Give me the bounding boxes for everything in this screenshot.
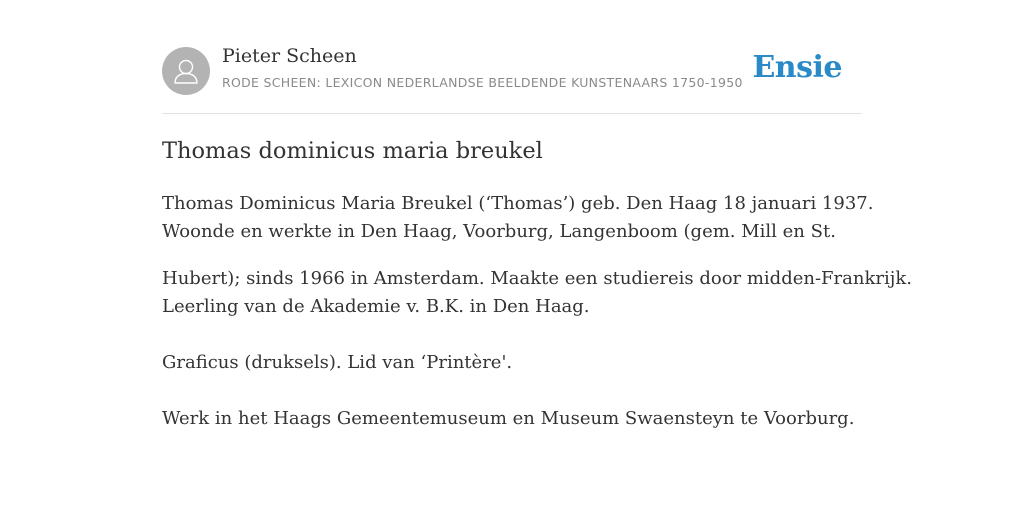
paragraph-line: Woonde en werkte in Den Haag, Voorburg, Langenboom (gem. Mill en St. <box>162 221 836 242</box>
paragraph-line: Thomas Dominicus Maria Breukel (‘Thomas’) geb. Den Haag 18 januari 1937. <box>162 193 874 214</box>
user-icon <box>162 47 210 95</box>
paragraph <box>162 190 872 246</box>
paragraph <box>162 405 872 433</box>
paragraph-line: Hubert); sinds 1966 in Amsterdam. Maakte een studiereis door midden-Frankrijk. <box>162 268 912 289</box>
paragraph-line: Graficus (druksels). Lid van ‘Printère'. <box>162 352 513 373</box>
author-name[interactable]: Pieter Scheen <box>222 45 357 67</box>
author-header <box>162 0 862 114</box>
page-title: Thomas dominicus maria breukel <box>162 138 543 164</box>
paragraph-line: Werk in het Haags Gemeentemuseum en Museum Swaensteyn te Voorburg. <box>162 408 855 429</box>
ensie-logo[interactable]: Ensie <box>752 50 842 85</box>
avatar[interactable] <box>162 47 210 95</box>
paragraph <box>162 349 872 377</box>
paragraph <box>162 265 912 321</box>
source-title[interactable]: RODE SCHEEN: LEXICON NEDERLANDSE BEELDENDE KUNSTENAARS 1750-1950 <box>222 75 743 90</box>
paragraph-line: Leerling van de Akademie v. B.K. in Den Haag. <box>162 296 590 317</box>
page-content <box>162 0 912 429</box>
